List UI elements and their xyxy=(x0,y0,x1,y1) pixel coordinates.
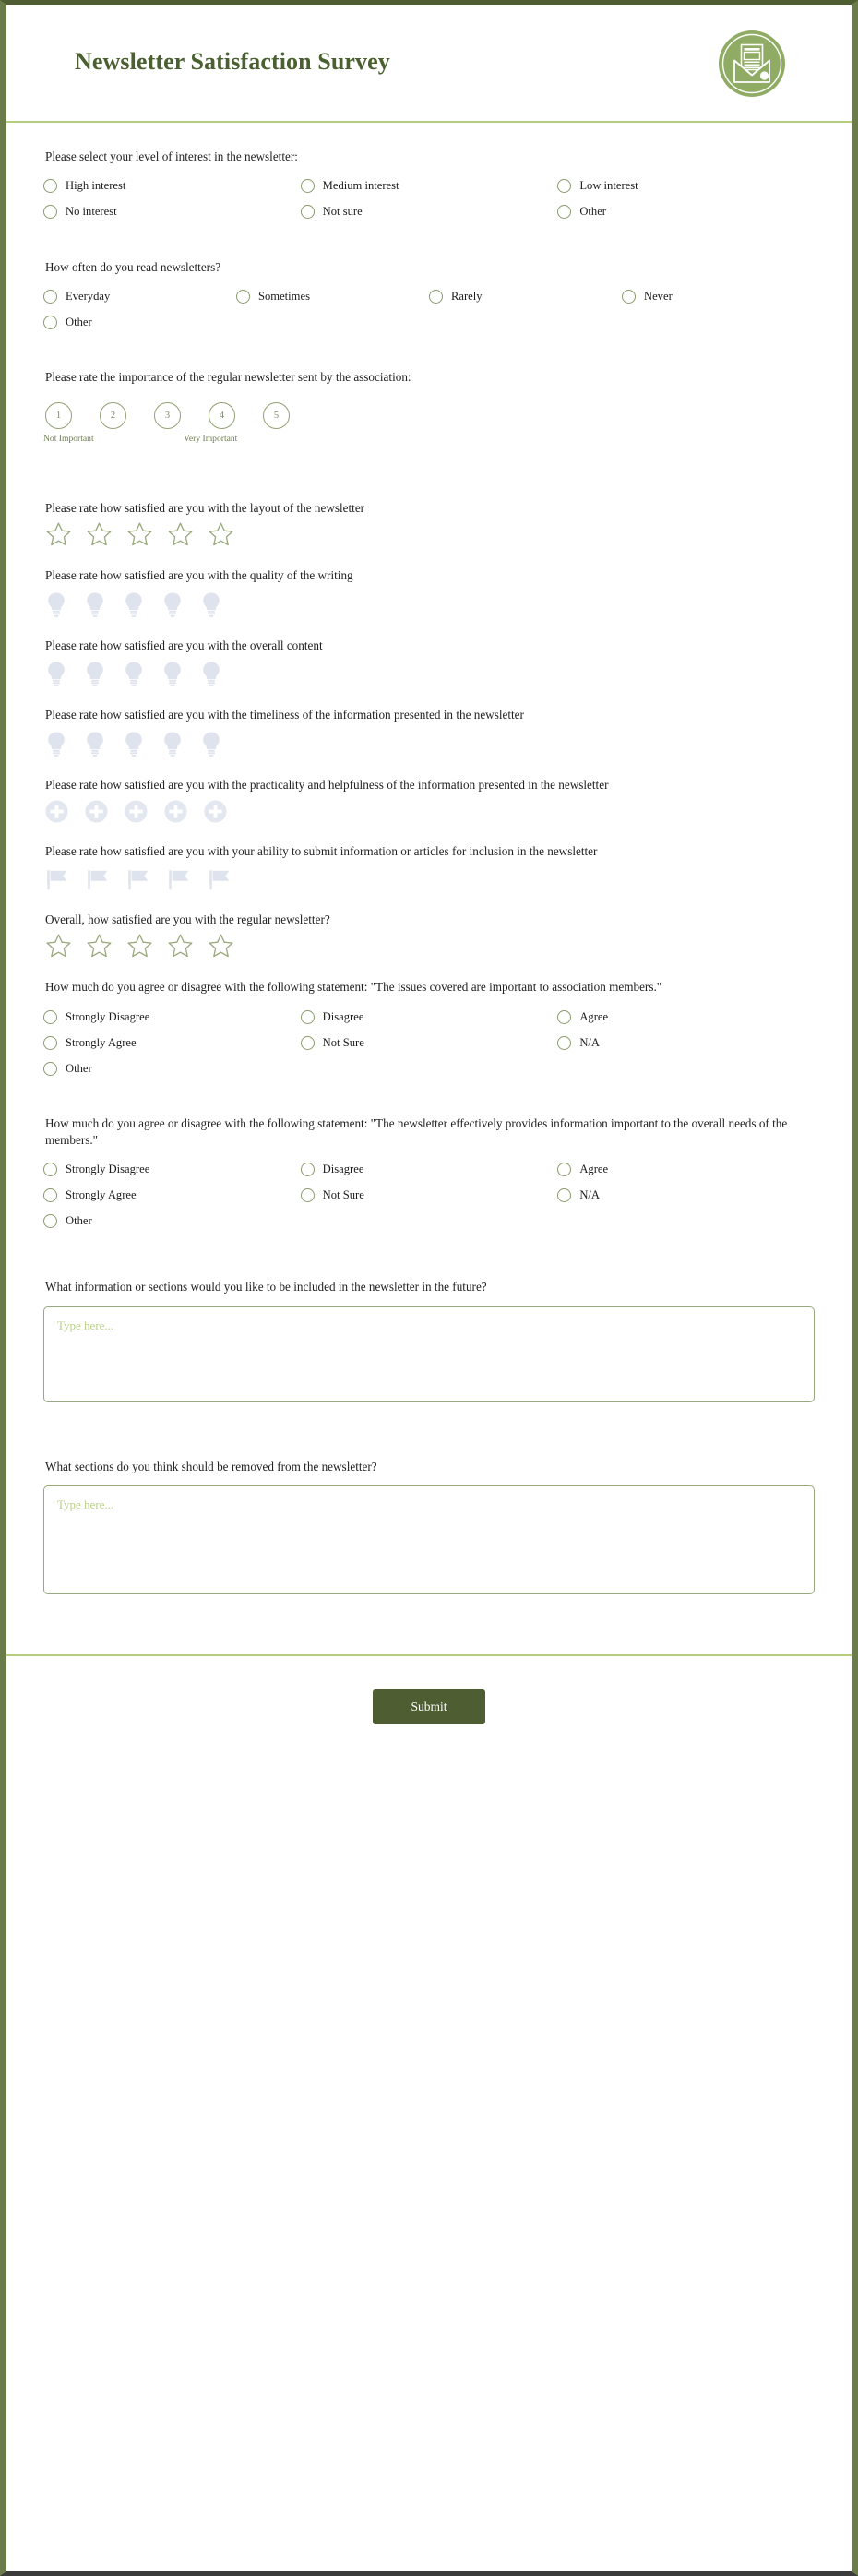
lightbulb-icon[interactable] xyxy=(123,731,145,757)
scale-option-2[interactable]: 2 xyxy=(100,402,126,429)
scale-option-1[interactable]: 1 xyxy=(45,402,72,429)
submission-flag-rating xyxy=(43,867,815,891)
radio-circle-icon[interactable] xyxy=(557,1010,571,1024)
flag-icon[interactable] xyxy=(86,867,110,891)
flag-icon[interactable] xyxy=(45,867,69,891)
flag-icon[interactable] xyxy=(126,867,150,891)
question-future-sections xyxy=(43,1279,815,1407)
question-layout-rating xyxy=(43,500,815,548)
question-future-sections-label: What information or sections would you like to be included in the newsletter in the future? xyxy=(45,1280,487,1294)
radio-label: Low interest xyxy=(579,179,638,193)
page-title: Newsletter Satisfaction Survey xyxy=(75,48,390,75)
star-icon[interactable] xyxy=(208,521,234,547)
radio-option-high-interest[interactable] xyxy=(43,176,301,197)
radio-option-rarely[interactable] xyxy=(429,286,622,306)
frequency-options xyxy=(43,286,815,332)
writing-bulb-rating xyxy=(43,591,815,617)
question-layout-label: Please rate how satisfied are you with the layout of the newsletter xyxy=(45,500,365,515)
star-icon[interactable] xyxy=(167,521,194,547)
star-icon[interactable] xyxy=(86,521,113,547)
plus-circle-icon[interactable] xyxy=(45,800,68,823)
lightbulb-icon[interactable] xyxy=(45,591,67,617)
radio-circle-icon[interactable] xyxy=(43,1163,57,1176)
question-statement-needs xyxy=(43,1115,815,1231)
future-sections-input[interactable] xyxy=(43,1306,815,1402)
radio-label: No interest xyxy=(66,205,117,219)
radio-label: Medium interest xyxy=(322,179,399,193)
radio-label: Strongly Disagree xyxy=(66,1162,150,1175)
timeliness-bulb-rating xyxy=(43,731,815,757)
question-submission-rating xyxy=(43,843,815,891)
content-bulb-rating xyxy=(43,661,815,686)
radio-option-other[interactable] xyxy=(43,1058,301,1079)
radio-circle-icon[interactable] xyxy=(429,290,443,304)
radio-option-na[interactable] xyxy=(557,1032,815,1053)
radio-circle-icon[interactable] xyxy=(557,179,571,193)
question-frequency-label: How often do you read newsletters? xyxy=(45,259,221,274)
scale-low-label: Not Important xyxy=(43,433,94,444)
lightbulb-icon[interactable] xyxy=(45,661,67,686)
newsletter-envelope-icon xyxy=(718,30,786,98)
lightbulb-icon[interactable] xyxy=(200,661,222,686)
flag-icon[interactable] xyxy=(167,867,191,891)
radio-circle-icon[interactable] xyxy=(301,1036,315,1050)
radio-circle-icon[interactable] xyxy=(43,1036,57,1050)
radio-circle-icon[interactable] xyxy=(43,179,57,193)
radio-label: High interest xyxy=(66,179,126,193)
star-icon[interactable] xyxy=(126,933,153,959)
radio-label: Not Sure xyxy=(322,1187,364,1201)
radio-option-disagree[interactable] xyxy=(301,1007,558,1027)
question-content-rating xyxy=(43,638,815,687)
star-icon[interactable] xyxy=(45,521,72,547)
radio-option-agree[interactable] xyxy=(557,1007,815,1027)
radio-option-no-interest[interactable] xyxy=(43,202,301,222)
radio-circle-icon[interactable] xyxy=(557,1036,571,1050)
lightbulb-icon[interactable] xyxy=(84,661,106,686)
radio-label: Disagree xyxy=(322,1009,364,1023)
radio-label: Never xyxy=(644,289,673,303)
radio-option-other[interactable] xyxy=(43,312,236,332)
scale-option-5[interactable]: 5 xyxy=(263,402,290,429)
lightbulb-icon[interactable] xyxy=(45,731,67,757)
radio-circle-icon[interactable] xyxy=(236,290,250,304)
lightbulb-icon[interactable] xyxy=(84,731,106,757)
question-statement-needs-label: How much do you agree or disagree with the following statement: "The newsletter effectively provides information important to the overall needs of the members." xyxy=(45,1116,788,1147)
interest-options xyxy=(43,176,815,222)
plus-circle-icon[interactable] xyxy=(125,800,148,823)
question-submission-label: Please rate how satisfied are you with your ability to submit information or articles for inclusion in the newsletter xyxy=(45,844,598,859)
question-timeliness-label: Please rate how satisfied are you with the timeliness of the information presented in the newsletter xyxy=(45,708,524,722)
radio-label: N/A xyxy=(579,1187,601,1201)
scale-option-4[interactable]: 4 xyxy=(209,402,235,429)
radio-label: Other xyxy=(66,1213,92,1227)
star-icon[interactable] xyxy=(126,521,153,547)
radio-label: Other xyxy=(66,315,92,328)
statement-needs-options xyxy=(43,1159,815,1231)
flag-icon[interactable] xyxy=(208,867,232,891)
radio-option-agree[interactable] xyxy=(557,1159,815,1179)
radio-option-not-sure[interactable] xyxy=(301,202,558,222)
star-icon[interactable] xyxy=(45,933,72,959)
radio-option-everyday[interactable] xyxy=(43,286,236,306)
question-overall-label: Overall, how satisfied are you with the regular newsletter? xyxy=(45,912,330,926)
question-removed-sections-label: What sections do you think should be removed from the newsletter? xyxy=(45,1459,377,1473)
radio-circle-icon[interactable] xyxy=(43,205,57,219)
radio-option-medium-interest[interactable] xyxy=(301,176,558,197)
lightbulb-icon[interactable] xyxy=(161,731,184,757)
question-importance-label: Please rate the importance of the regular newsletter sent by the association: xyxy=(45,370,411,385)
radio-option-never[interactable] xyxy=(622,286,815,306)
radio-circle-icon[interactable] xyxy=(43,1010,57,1024)
lightbulb-icon[interactable] xyxy=(161,661,184,686)
survey-body xyxy=(6,123,852,1630)
importance-scale xyxy=(43,402,815,429)
radio-circle-icon[interactable] xyxy=(43,1062,57,1076)
radio-option-strongly-agree[interactable] xyxy=(43,1185,301,1205)
radio-circle-icon[interactable] xyxy=(43,1214,57,1228)
plus-circle-icon[interactable] xyxy=(204,800,227,823)
star-icon[interactable] xyxy=(208,933,234,959)
radio-option-not-sure[interactable] xyxy=(301,1032,558,1053)
radio-option-other[interactable] xyxy=(557,202,815,222)
star-icon[interactable] xyxy=(167,933,194,959)
radio-circle-icon[interactable] xyxy=(557,1163,571,1176)
radio-circle-icon[interactable] xyxy=(301,205,315,219)
question-overall-rating xyxy=(43,912,815,960)
radio-circle-icon[interactable] xyxy=(557,1188,571,1202)
radio-label: Other xyxy=(579,205,607,219)
survey-header xyxy=(6,5,852,123)
radio-circle-icon[interactable] xyxy=(301,1188,315,1202)
radio-option-other[interactable] xyxy=(43,1210,301,1231)
radio-label: Agree xyxy=(579,1009,609,1023)
question-interest-label: Please select your level of interest in the newsletter: xyxy=(45,149,298,163)
lightbulb-icon[interactable] xyxy=(200,591,222,617)
question-statement-issues xyxy=(43,979,815,1079)
question-removed-sections xyxy=(43,1459,815,1600)
question-writing-rating xyxy=(43,567,815,617)
radio-label: N/A xyxy=(579,1035,601,1049)
lightbulb-icon[interactable] xyxy=(123,591,145,617)
removed-sections-input[interactable] xyxy=(43,1485,815,1594)
radio-label: Strongly Disagree xyxy=(66,1009,150,1023)
overall-star-rating xyxy=(43,933,815,959)
radio-option-strongly-disagree[interactable] xyxy=(43,1007,301,1027)
radio-option-disagree[interactable] xyxy=(301,1159,558,1179)
radio-option-strongly-disagree[interactable] xyxy=(43,1159,301,1179)
plus-circle-icon[interactable] xyxy=(164,800,187,823)
radio-circle-icon[interactable] xyxy=(43,1188,57,1202)
statement-issues-options xyxy=(43,1007,815,1079)
practicality-plus-rating xyxy=(43,800,815,823)
radio-option-low-interest[interactable] xyxy=(557,176,815,197)
lightbulb-icon[interactable] xyxy=(161,591,184,617)
star-icon[interactable] xyxy=(86,933,113,959)
radio-option-na[interactable] xyxy=(557,1185,815,1205)
radio-label: Other xyxy=(66,1061,92,1075)
question-frequency xyxy=(43,259,815,333)
radio-circle-icon[interactable] xyxy=(301,179,315,193)
radio-label: Disagree xyxy=(322,1162,364,1175)
radio-label: Agree xyxy=(579,1162,609,1175)
radio-circle-icon[interactable] xyxy=(301,1163,315,1176)
radio-label: Everyday xyxy=(66,289,111,303)
importance-legend xyxy=(43,434,815,448)
radio-circle-icon[interactable] xyxy=(557,205,571,219)
question-importance xyxy=(43,369,815,448)
submit-button[interactable]: Submit xyxy=(373,1689,485,1724)
radio-circle-icon[interactable] xyxy=(43,316,57,329)
question-interest xyxy=(43,149,815,222)
scale-high-label: Very Important xyxy=(184,433,238,444)
question-writing-label: Please rate how satisfied are you with the quality of the writing xyxy=(45,568,353,583)
question-timeliness-rating xyxy=(43,707,815,757)
radio-circle-icon[interactable] xyxy=(43,290,57,304)
lightbulb-icon[interactable] xyxy=(200,731,222,757)
radio-label: Not Sure xyxy=(322,1035,364,1049)
radio-circle-icon[interactable] xyxy=(301,1010,315,1024)
radio-label: Strongly Agree xyxy=(66,1187,137,1201)
question-statement-issues-label: How much do you agree or disagree with the following statement: "The issues covered are important to association members." xyxy=(45,980,662,995)
question-practicality-rating xyxy=(43,777,815,824)
radio-option-strongly-agree[interactable] xyxy=(43,1032,301,1053)
radio-label: Sometimes xyxy=(258,289,310,303)
radio-circle-icon[interactable] xyxy=(622,290,636,304)
survey-footer xyxy=(6,1654,852,1765)
radio-label: Not sure xyxy=(322,205,363,219)
scale-option-3[interactable]: 3 xyxy=(154,402,181,429)
plus-circle-icon[interactable] xyxy=(85,800,108,823)
question-practicality-label: Please rate how satisfied are you with the practicality and helpfulness of the information presented in the newsletter xyxy=(45,777,609,792)
layout-star-rating xyxy=(43,521,815,547)
radio-label: Strongly Agree xyxy=(66,1035,137,1049)
radio-label: Rarely xyxy=(451,289,483,303)
radio-option-not-sure[interactable] xyxy=(301,1185,558,1205)
lightbulb-icon[interactable] xyxy=(84,591,106,617)
lightbulb-icon[interactable] xyxy=(123,661,145,686)
question-content-label: Please rate how satisfied are you with the overall content xyxy=(45,638,323,652)
radio-option-sometimes[interactable] xyxy=(236,286,429,306)
